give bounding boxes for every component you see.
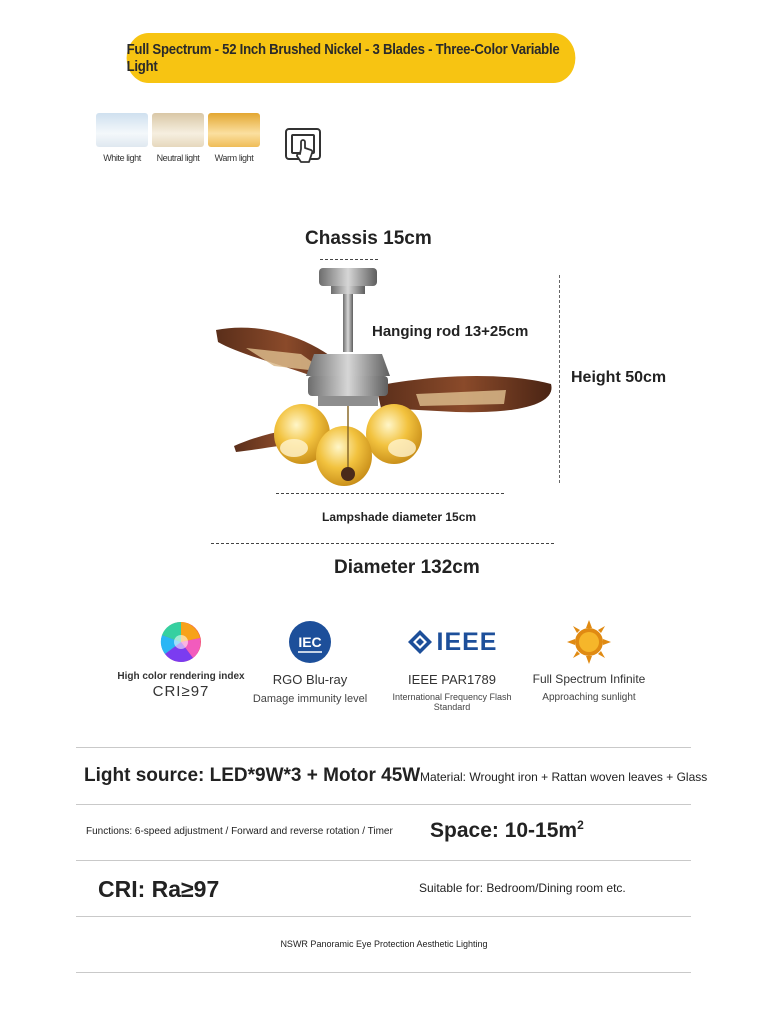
hanging-rod-dimension: Hanging rod 13+25cm xyxy=(372,323,529,340)
warm-light-chip xyxy=(208,113,260,147)
spec-divider xyxy=(76,804,691,805)
chassis-dimension: Chassis 15cm xyxy=(305,228,432,249)
spec-suitable: Suitable for: Bedroom/Dining room etc. xyxy=(419,881,626,895)
spec-material: Material: Wrought iron + Rattan woven leaves + Glass xyxy=(420,770,708,784)
color-wheel-icon xyxy=(160,621,202,663)
spec-space xyxy=(430,818,584,843)
spec-light-source: Light source: LED*9W*3 + Motor 45W xyxy=(84,765,421,786)
diameter-dim-line xyxy=(211,543,554,544)
sun-icon xyxy=(566,619,612,665)
spec-divider xyxy=(76,747,691,748)
cert-color-rendering-title: High color rendering index xyxy=(117,671,245,682)
touch-switch-icon xyxy=(284,127,324,171)
spec-divider xyxy=(76,916,691,917)
swatch-white-light xyxy=(96,113,148,171)
white-light-label: White light xyxy=(103,153,141,163)
spec-divider xyxy=(76,972,691,973)
cert-ieee xyxy=(377,618,527,712)
footer-tagline: NSWR Panoramic Eye Protection Aesthetic Lighting xyxy=(280,939,488,949)
cert-iec-subtitle: Damage immunity level xyxy=(252,693,368,705)
spec-functions: Functions: 6-speed adjustment / Forward and reverse rotation / Timer xyxy=(86,826,393,837)
ieee-diamond-icon xyxy=(407,629,433,655)
spec-space-superscript: 2 xyxy=(577,818,584,832)
cert-ieee-title: IEEE PAR1789 xyxy=(408,672,496,687)
iec-logo-icon xyxy=(288,620,332,664)
swatch-warm-light xyxy=(208,113,260,171)
chassis-dim-line xyxy=(320,259,378,260)
lampshade-dimension: Lampshade diameter 15cm xyxy=(322,510,477,524)
product-title-banner: Full Spectrum - 52 Inch Brushed Nickel - 3 Blades - Three-Color Variable Light xyxy=(127,33,576,83)
cert-full-spectrum xyxy=(514,618,664,703)
cert-ieee-subtitle: International Frequency Flash Standard xyxy=(392,692,512,712)
neutral-light-chip xyxy=(152,113,204,147)
svg-text:IEC: IEC xyxy=(298,634,322,650)
light-mode-swatches xyxy=(96,113,260,171)
swatch-neutral-light xyxy=(152,113,204,171)
spec-cri: CRI: Ra≥97 xyxy=(98,876,220,902)
cert-full-spectrum-subtitle: Approaching sunlight xyxy=(542,692,636,703)
warm-light-label: Warm light xyxy=(214,153,254,163)
ieee-logo-icon xyxy=(377,618,527,666)
cert-iec xyxy=(235,618,385,705)
diameter-dimension: Diameter 132cm xyxy=(334,557,480,578)
cert-iec-title: RGO Blu-ray xyxy=(272,672,348,687)
cert-color-rendering-value: CRI≥97 xyxy=(152,683,210,700)
white-light-chip xyxy=(96,113,148,147)
height-dimension: Height 50cm xyxy=(571,369,667,386)
spec-space-value: Space: 10-15m xyxy=(430,819,578,842)
cert-color-rendering xyxy=(106,618,256,700)
neutral-light-label: Neutral light xyxy=(156,153,200,163)
ceiling-fan-illustration xyxy=(206,262,561,494)
spec-divider xyxy=(76,860,691,861)
ieee-logo-text: IEEE xyxy=(436,627,498,656)
cert-full-spectrum-title: Full Spectrum Infinite xyxy=(532,672,646,686)
